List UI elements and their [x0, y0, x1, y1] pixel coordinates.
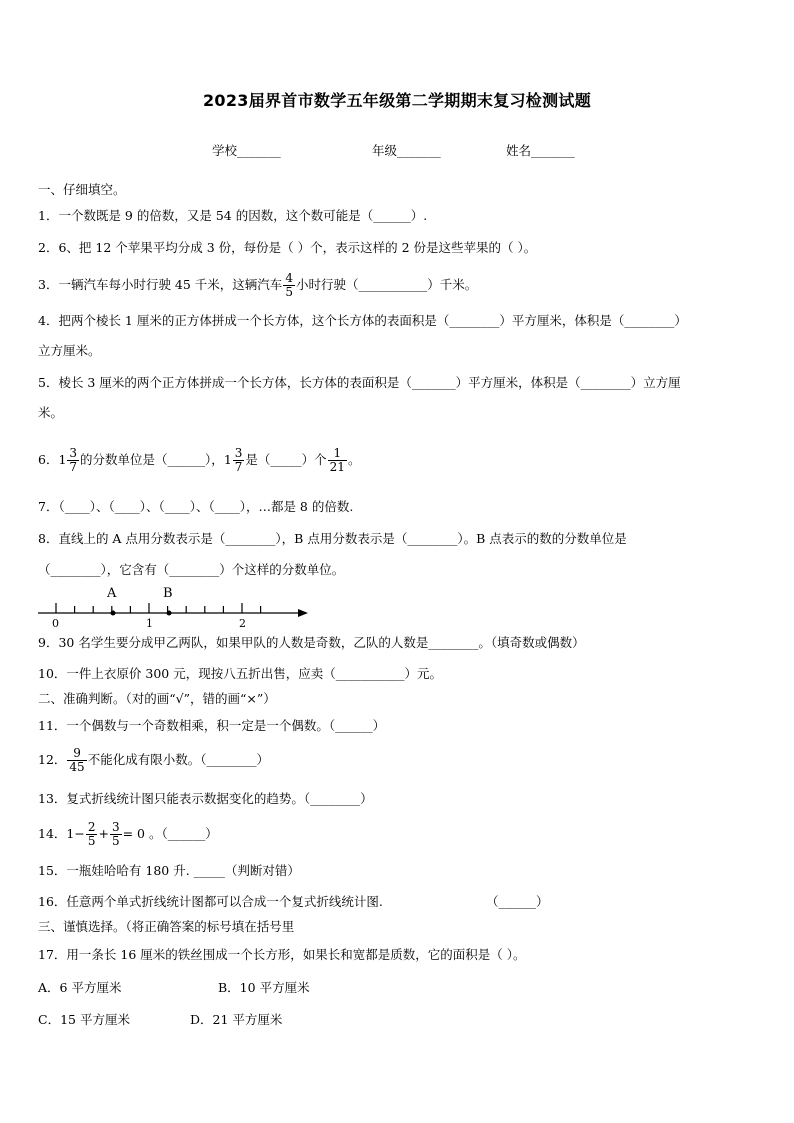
point-a-dot [111, 611, 116, 616]
q6-numerator-1: 3 [69, 446, 78, 460]
point-a-label: A [107, 586, 117, 601]
q6-denominator-1: 7 [69, 460, 78, 474]
question-8-line-1: 8．直线上的 A 点用分数表示是（________），B 点用分数表示是（________）。B 点表示的数的分数单位是 [38, 531, 627, 546]
q12-denominator: 45 [69, 760, 85, 774]
q6-fraction-3 [328, 447, 347, 474]
choice-a: A．6 平方厘米 [38, 980, 122, 995]
choice-c: C．15 平方厘米 [38, 1012, 130, 1027]
q3-denominator: 5 [285, 285, 293, 299]
question-12 [38, 741, 269, 779]
question-2: 2．6、把 12 个苹果平均分成 3 份，每份是（ ）个，表示这样的 2 份是这些苹果的（ ）。 [38, 240, 537, 255]
question-5-line-1: 5．棱长 3 厘米的两个正方体拼成一个长方体，长方体的表面积是（_______）平方厘米，体积是（________）立方厘 [38, 375, 681, 390]
q6-text-1: 的分数单位是（______）， [80, 452, 224, 467]
page-title: 2023届界首市数学五年级第二学期期末复习检测试题 [202, 91, 592, 110]
q3-suffix: 小时行驶（___________）千米。 [295, 277, 478, 292]
question-16: 16．任意两个单式折线统计图都可以合成一个复式折线统计图. [38, 894, 383, 909]
q6-suffix: 。 [347, 452, 361, 467]
q6-numerator-2: 3 [234, 446, 243, 460]
question-7: 7．（____）、（____）、（____）、（____），…都是 8 的倍数. [38, 499, 354, 514]
question-3 [38, 266, 477, 304]
q14-fraction-1 [86, 821, 98, 848]
tick-label-2: 2 [239, 617, 246, 628]
q14-plus: + [98, 826, 109, 841]
school-field: 学校_______ [212, 143, 281, 158]
q6-fraction-1 [67, 447, 79, 474]
q12-fraction [67, 747, 86, 774]
grade-field: 年级_______ [372, 143, 441, 158]
q14-one-minus: 1− [66, 826, 85, 841]
question-9: 9．30 名学生要分成甲乙两队，如果甲队的人数是奇数，乙队的人数是________。（填奇数或偶数） [38, 635, 585, 650]
q6-fraction-2 [233, 447, 245, 474]
section-heading-3: 三、谨慎选择。（将正确答案的标号填在括号里 [38, 919, 295, 934]
tick-label-1: 1 [146, 617, 153, 628]
q14-fraction-2 [110, 821, 122, 848]
q14-denominator-1: 5 [87, 834, 96, 848]
section-heading-2: 二、准确判断。（对的画“√”，错的画“×”） [38, 691, 276, 706]
q14-suffix: = 0 。（______） [122, 826, 218, 841]
question-16-blank: （______） [486, 894, 549, 909]
q14-numerator-1: 2 [87, 820, 96, 834]
q14-prefix: 14． [38, 826, 67, 841]
name-field: 姓名_______ [506, 143, 575, 158]
q3-prefix: 3．一辆汽车每小时行驶 45 千米，这辆汽车 [38, 277, 283, 292]
q6-prefix: 6． [38, 452, 59, 467]
question-15: 15．一瓶娃哈哈有 180 升. _____（判断对错） [38, 863, 300, 878]
q6-text-2: 是（_____）个 [245, 452, 327, 467]
q6-whole-2: 1 [223, 452, 232, 467]
q3-fraction [283, 272, 295, 299]
number-line-diagram [36, 586, 316, 628]
question-14 [38, 815, 218, 853]
question-1: 1．一个数既是 9 的倍数，又是 54 的因数，这个数可能是（______）. [38, 208, 428, 223]
question-4-line-2: 立方厘米。 [38, 343, 101, 358]
question-8-line-2: （________），它含有（________）个这样的分数单位。 [38, 562, 345, 577]
question-5-line-2: 米。 [38, 405, 64, 420]
q6-denominator-3: 21 [329, 460, 345, 474]
q12-numerator: 9 [67, 747, 86, 761]
question-4-line-1: 4．把两个棱长 1 厘米的正方体拼成一个长方体，这个长方体的表面积是（________）平方厘米，体积是（________） [38, 313, 687, 328]
q14-denominator-2: 5 [111, 834, 120, 848]
point-b-label: B [163, 586, 173, 601]
q3-numerator: 4 [285, 271, 293, 285]
number-line-ticks [56, 603, 261, 613]
q6-whole-1: 1 [58, 452, 67, 467]
number-line-arrow [298, 609, 308, 617]
q14-numerator-2: 3 [111, 820, 120, 834]
question-10: 10．一件上衣原价 300 元，现按八五折出售，应卖（___________）元。 [38, 666, 442, 681]
q6-denominator-2: 7 [234, 460, 243, 474]
section-heading-1: 一、仔细填空。 [38, 182, 126, 197]
question-6 [38, 440, 360, 480]
q6-numerator-3: 1 [328, 447, 347, 461]
question-17: 17．用一条长 16 厘米的铁丝围成一个长方形，如果长和宽都是质数，它的面积是（ ）。 [38, 947, 526, 962]
q12-suffix: 不能化成有限小数。（________） [87, 752, 269, 767]
question-13: 13．复式折线统计图只能表示数据变化的趋势。（________） [38, 791, 373, 806]
choice-b: B．10 平方厘米 [218, 980, 310, 995]
tick-label-0: 0 [52, 617, 59, 628]
q12-prefix: 12． [38, 752, 67, 767]
question-11: 11．一个偶数与一个奇数相乘，积一定是一个偶数。（______） [38, 718, 386, 733]
point-b-dot [167, 611, 172, 616]
choice-d: D．21 平方厘米 [190, 1012, 283, 1027]
